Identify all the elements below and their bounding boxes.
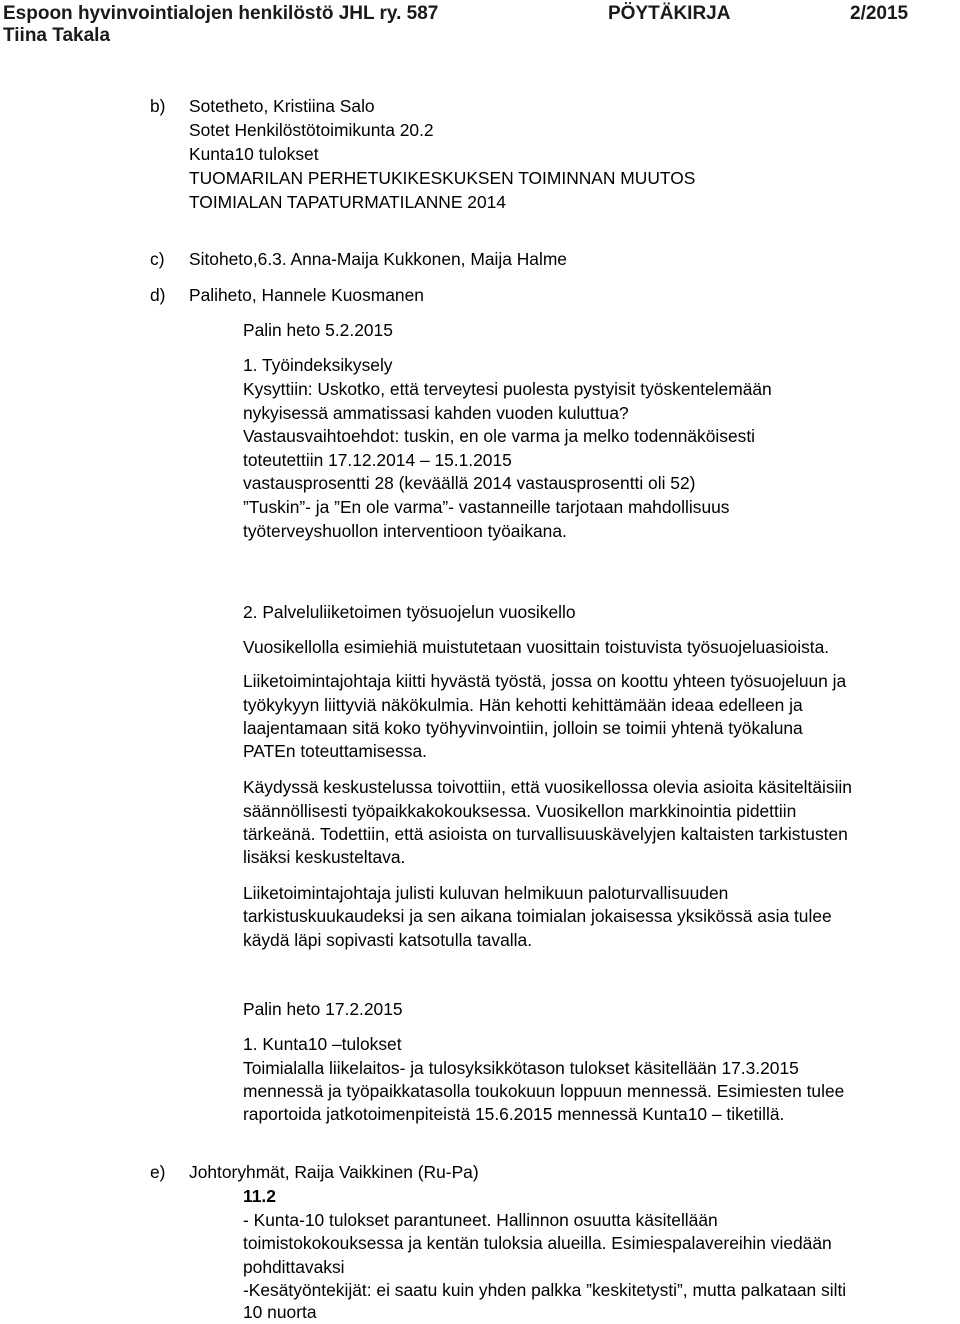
document-header: [0, 0, 960, 46]
section-c-text: Sitoheto,6.3. Anna-Maija Kukkonen, Maija Halme: [189, 249, 567, 269]
section-e-line: pohdittavaksi: [243, 1257, 345, 1277]
meeting-title: Palin heto 5.2.2015: [243, 320, 393, 340]
paragraph-line: säännöllisesti työpaikkakokouksessa. Vuosikellon markkinointia pidettiin: [243, 801, 797, 821]
section-b-line: Sotet Henkilöstötoimikunta 20.2: [189, 120, 434, 140]
item-text-line: nykyisessä ammatissasi kahden vuoden kuluttua?: [243, 403, 629, 423]
item-text-line: työterveyshuollon interventioon työaikana.: [243, 521, 567, 541]
meeting-title: Palin heto 17.2.2015: [243, 999, 403, 1019]
item-text-line: mennessä ja työpaikkatasolla toukokuun loppuun mennessä. Esimiesten tulee: [243, 1081, 845, 1101]
paragraph-line: lisäksi keskusteltava.: [243, 847, 406, 867]
section-marker: e): [150, 1162, 166, 1182]
paragraph-line: työkykyyn liittyviä näkökulmia. Hän kehotti kehittämään ideaa edelleen ja: [243, 695, 803, 715]
item-text-line: Toimialalla liikelaitos- ja tulosyksikkötason tulokset käsitellään 17.3.2015: [243, 1058, 799, 1078]
section-marker: d): [150, 285, 166, 305]
section-e-line: toimistokokouksessa ja kentän tuloksia alueilla. Esimiespalavereihin viedään: [243, 1233, 832, 1253]
item-text-line: raportoida jatkotoimenpiteistä 15.6.2015 mennessä Kunta10 – tiketillä.: [243, 1104, 785, 1124]
section-b-line: Kunta10 tulokset: [189, 144, 319, 164]
item-heading: 1. Kunta10 –tulokset: [243, 1034, 402, 1054]
paragraph-line: tarkistuskuukaudeksi ja sen aikana toimialan jokaisessa yksikössä asia tulee: [243, 906, 832, 926]
section-e-line: -Kesätyöntekijät: ei saatu kuin yhden palkka ”keskitetysti”, mutta palkataan silti: [243, 1280, 847, 1300]
paragraph-line: PATEn toteuttamisessa.: [243, 741, 427, 761]
header-document-type: PÖYTÄKIRJA: [608, 3, 731, 24]
paragraph-line: Vuosikellolla esimiehiä muistutetaan vuosittain toistuvista työsuojeluasioista.: [243, 637, 830, 657]
paragraph-line: Liiketoimintajohtaja kiitti hyvästä työstä, jossa on koottu yhteen työsuojeluun ja: [243, 671, 847, 691]
header-organization: Espoon hyvinvointialojen henkilöstö JHL ry. 587: [3, 3, 439, 24]
paragraph-line: Käydyssä keskustelussa toivottiin, että vuosikellossa olevia asioita käsiteltäisiin: [243, 777, 852, 797]
item-text-line: ”Tuskin”- ja ”En ole varma”- vastanneille tarjotaan mahdollisuus: [243, 497, 730, 517]
section-marker: c): [150, 249, 165, 269]
paragraph-line: laajentamaan sitä koko työhyvinvointiin, jolloin se toimii yhtenä työkaluna: [243, 718, 803, 738]
section-e-line: 10 nuorta: [243, 1302, 317, 1322]
section-b-line: TUOMARILAN PERHETUKIKESKUKSEN TOIMINNAN MUUTOS: [189, 168, 696, 188]
item-text-line: toteutettiin 17.12.2014 – 15.1.2015: [243, 450, 512, 470]
item-heading: 2. Palveluliiketoimen työsuojelun vuosikello: [243, 602, 576, 622]
section-e-line: - Kunta-10 tulokset parantuneet. Hallinnon osuutta käsitellään: [243, 1210, 718, 1230]
section-marker: b): [150, 96, 166, 116]
paragraph-line: tärkeänä. Todettiin, että asioista on turvallisuuskävelyjen kaltaisten tarkistusten: [243, 824, 848, 844]
section-e-date: 11.2: [243, 1186, 276, 1206]
section-d-text: Paliheto, Hannele Kuosmanen: [189, 285, 424, 305]
item-text-line: Vastausvaihtoehdot: tuskin, en ole varma ja melko todennäköisesti: [243, 426, 756, 446]
item-text-line: vastausprosentti 28 (keväällä 2014 vastausprosentti oli 52): [243, 473, 696, 493]
section-b-line: Sotetheto, Kristiina Salo: [189, 96, 375, 116]
header-document-number: 2/2015: [850, 3, 909, 24]
section-b-line: TOIMIALAN TAPATURMATILANNE 2014: [189, 192, 506, 212]
item-heading: 1. Työindeksikysely: [243, 355, 393, 375]
item-text-line: Kysyttiin: Uskotko, että terveytesi puolesta pystyisit työskentelemään: [243, 379, 772, 399]
paragraph-line: käydä läpi sopivasti katsotulla tavalla.: [243, 930, 533, 950]
header-author: Tiina Takala: [3, 25, 111, 46]
paragraph-line: Liiketoimintajohtaja julisti kuluvan helmikuun paloturvallisuuden: [243, 883, 729, 903]
section-e-text: Johtoryhmät, Raija Vaikkinen (Ru-Pa): [189, 1162, 479, 1182]
